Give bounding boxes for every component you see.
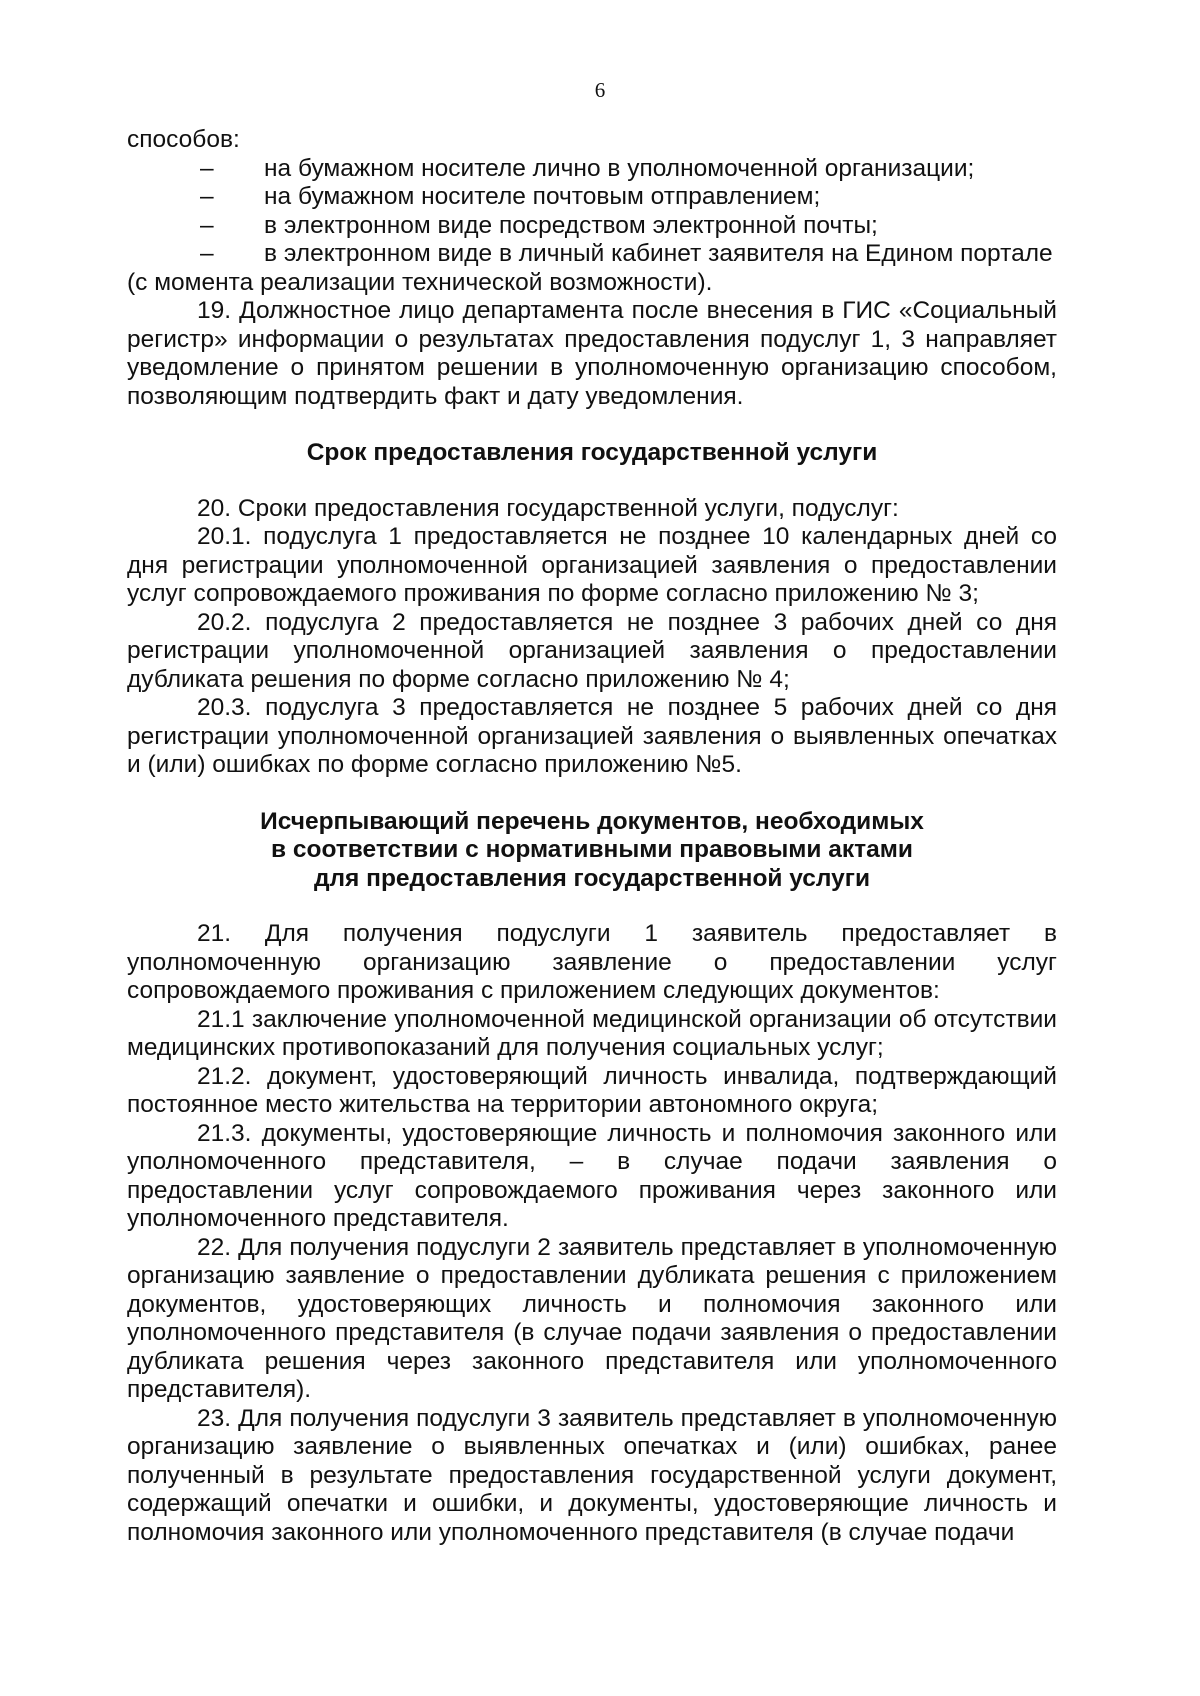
document-body	[127, 126, 1057, 1547]
paragraph-21-3: 21.3. документы, удостоверяющие личность и полномочия законного или уполномоченного представителя, – в случае подачи заявления о предоставлении услуг сопровождаемого проживания через законного или уполномоченного представителя.	[127, 1119, 1057, 1232]
paragraph-20: 20. Сроки предоставления государственной услуги, подуслуг:	[197, 494, 899, 522]
paragraph-21-1: 21.1 заключение уполномоченной медицинской организации об отсутствии медицинских противопоказаний для получения социальных услуг;	[127, 1005, 1057, 1061]
delivery-continuation: (с момента реализации технической возможности).	[127, 268, 713, 296]
delivery-method-item	[127, 183, 1057, 212]
intro-line: способов:	[127, 126, 240, 153]
paragraph-20-3: 20.3. подуслуга 3 предоставляется не позднее 5 рабочих дней со дня регистрации уполномоченной организацией заявления о выявленных опечатках и (или) ошибках по форме согласно приложению №5.	[127, 694, 1057, 778]
heading-docs-line: для предоставления государственной услуги	[313, 864, 871, 892]
section-spacer	[127, 893, 1057, 920]
delivery-method-item	[127, 212, 1057, 241]
dash-marker: –	[200, 240, 214, 267]
paragraph-23: 23. Для получения подуслуги 3 заявитель представляет в уполномоченную организацию заявление о выявленных опечатках и (или) ошибках, ранее полученный в результате предоставления государственной услуги документ, содержащий опечатки и ошибки, и документы, удостоверяющие личность и полномочия законного или уполномоченного представителя (в случае подачи	[127, 1404, 1057, 1546]
delivery-method-text: на бумажном носителе почтовым отправлением;	[264, 183, 821, 210]
heading-docs-line: Исчерпывающий перечень документов, необходимых	[260, 807, 924, 835]
paragraph-22: 22. Для получения подуслуги 2 заявитель представляет в уполномоченную организацию заявление о предоставлении дубликата решения с приложением документов, удостоверяющих личность и полномочия законного или уполномоченного представителя (в случае подачи заявления о предоставлении дубликата решения через законного представителя или уполномоченного представителя).	[127, 1233, 1057, 1403]
paragraph-20-2: 20.2. подуслуга 2 предоставляется не позднее 3 рабочих дней со дня регистрации уполномоченной организацией заявления о предоставлении дубликата решения по форме согласно приложению № 4;	[127, 608, 1057, 693]
delivery-method-text: в электронном виде посредством электронной почты;	[264, 211, 878, 239]
paragraph-19: 19. Должностное лицо департамента после внесения в ГИС «Социальный регистр» информации о результатах предоставления подуслуг 1, 3 направляет уведомление о принятом решении в уполномоченную организацию способом, позволяющим подтвердить факт и дату уведомления.	[127, 297, 1057, 410]
section-spacer	[127, 780, 1057, 808]
heading-term: Срок предоставления государственной услуги	[306, 439, 878, 466]
section-spacer	[127, 468, 1057, 495]
paragraph-20-1: 20.1. подуслуга 1 предоставляется не позднее 10 календарных дней со дня регистрации уполномоченной организацией заявления о предоставлении услуг сопровождаемого проживания по форме согласно приложению № 3;	[127, 523, 1057, 607]
dash-marker: –	[200, 211, 214, 239]
delivery-method-item	[127, 155, 1057, 184]
delivery-method-text: на бумажном носителе лично в уполномоченной организации;	[264, 154, 975, 182]
delivery-method-text: в электронном виде в личный кабинет заявителя на Едином портале	[264, 240, 1053, 267]
page-number: 6	[594, 78, 606, 102]
dash-marker: –	[200, 183, 214, 210]
heading-docs-line: в соответствии с нормативными правовыми актами	[270, 836, 913, 863]
delivery-method-item	[127, 240, 1057, 269]
paragraph-21-2: 21.2. документ, удостоверяющий личность инвалида, подтверждающий постоянное место жительства на территории автономного округа;	[127, 1062, 1057, 1118]
section-spacer	[127, 411, 1057, 439]
paragraph-21: 21. Для получения подуслуги 1 заявитель предоставляет в уполномоченную организацию заявление о предоставлении услуг сопровождаемого проживания с приложением следующих документов:	[127, 920, 1057, 1004]
dash-marker: –	[200, 154, 214, 182]
